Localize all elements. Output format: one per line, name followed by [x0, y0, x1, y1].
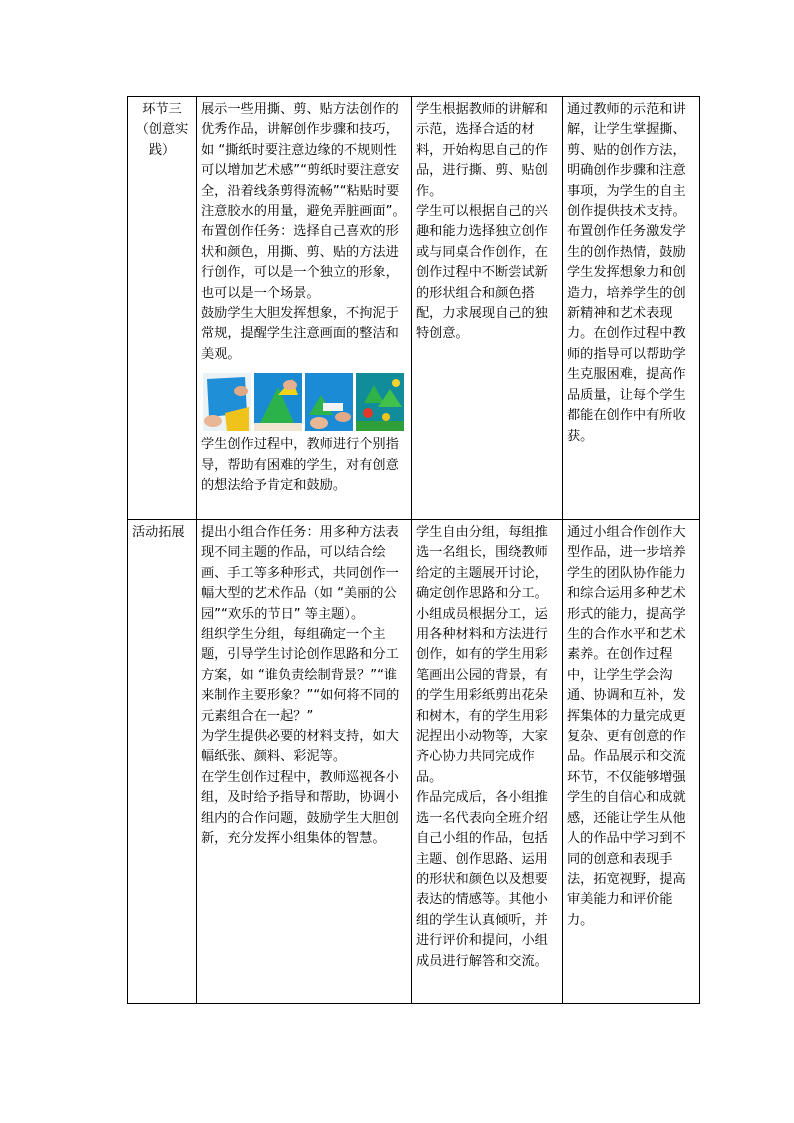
teacher-paragraph: 组织学生分组，每组确定一个主题，引导学生讨论创作思路和分工方案，如 “谁负责绘制背景？”“谁来制作主要形象？”“如何将不同的元素组合在一起？”	[201, 627, 400, 724]
teacher-paragraph: 布置创作任务：选择自己喜欢的形状和颜色，用撕、剪、贴的方法进行创作，可以是一个独立的形象，也可以是一个场景。	[201, 224, 399, 301]
lesson-plan-table	[127, 96, 700, 1004]
step-photo-finished-work	[356, 373, 404, 431]
step-photo-tearing	[203, 373, 251, 431]
step-photo-cutting	[254, 373, 302, 431]
teacher-paragraph: 提出小组合作任务：用多种方法表现不同主题的作品，可以结合绘画、手工等多种形式，共同创作一幅大型的艺术作品（如 “美丽的公园”“欢乐的节日” 等主题）。	[201, 525, 399, 622]
student-paragraph: 小组成员根据分工，运用各种材料和方法进行创作，如有的学生用彩笔画出公园的背景，有的学生用彩纸剪出花朵和树木，有的学生用彩泥捏出小动物等，大家齐心协力共同完成作品。	[416, 606, 548, 785]
teacher-paragraph: 为学生提供必要的材料支持，如大幅纸张、颜料、彩泥等。	[201, 729, 399, 765]
stage-cell	[128, 97, 197, 520]
student-activity-cell	[412, 97, 563, 520]
step-photos	[203, 373, 407, 431]
teacher-activity-cell	[197, 520, 412, 1004]
teacher-activity-cell	[197, 97, 412, 520]
design-intent-cell	[563, 97, 700, 520]
teacher-paragraph: 鼓励学生大胆发挥想象，不拘泥于常规，提醒学生注意画面的整洁和美观。	[201, 306, 399, 362]
table-row	[128, 97, 700, 520]
stage-label: 活动拓展	[132, 525, 185, 540]
design-intent-text: 通过小组合作创作大型作品，进一步培养学生的团队协作能力和综合运用多种艺术形式的能力，提高学生的合作水平和艺术素养。在创作过程中，让学生学会沟通、协调和互补，发挥集体的力量完成更复杂、更有创意的作品。作品展示和交流环节，不仅能够增强学生的自信心和成就感，还能让学生从他人的作品中学习到不同的创意和表现手法，拓宽视野，提高审美能力和评价能力。	[567, 525, 686, 928]
student-paragraph: 学生根据教师的讲解和示范，选择合适的材料，开始构思自己的作品，进行撕、剪、贴创作。	[416, 102, 548, 199]
student-paragraph: 作品完成后，各小组推选一名代表向全班介绍自己小组的作品，包括主题、创作思路、运用的形状和颜色以及想要表达的情感等。其他小组的学生认真倾听，并进行评价和提问，小组成员进行解答和交流。	[416, 790, 548, 969]
teacher-paragraph: 在学生创作过程中，教师巡视各小组，及时给予指导和帮助，协调小组内的合作问题，鼓励学生大胆创新，充分发挥小组集体的智慧。	[201, 769, 399, 847]
design-intent-text: 通过教师的示范和讲解，让学生掌握撕、剪、贴的创作方法，明确创作步骤和注意事项，为学生的自主创作提供技术支持。布置创作任务激发学生的创作热情，鼓励学生发挥想象力和创造力，培养学生的创新精神和艺术表现力。在创作过程中教师的指导可以帮助学生克服困难，提高作品质量，让每个学生都能在创作中有所收获。	[567, 102, 686, 444]
student-activity-cell	[412, 520, 563, 1004]
stage-cell	[128, 520, 197, 1004]
table-row	[128, 520, 700, 1004]
design-intent-cell	[563, 520, 700, 1004]
step-photo-pasting	[305, 373, 353, 431]
teacher-paragraph: 展示一些用撕、剪、贴方法创作的优秀作品，讲解创作步骤和技巧，如 “撕纸时要注意边缘的不规则性可以增加艺术感”“剪纸时要注意安全，沿着线条剪得流畅”“粘贴时要注意胶水的用量，避免弄脏画面”。	[201, 102, 406, 220]
student-paragraph: 学生自由分组，每组推选一名组长，围绕教师给定的主题展开讨论，确定创作思路和分工。	[416, 525, 548, 602]
teacher-paragraph: 学生创作过程中，教师进行个别指导，帮助有困难的学生，对有创意的想法给予肯定和鼓励。	[201, 437, 399, 494]
stage-label: 环节三（创意实践）	[135, 102, 189, 158]
student-paragraph: 学生可以根据自己的兴趣和能力选择独立创作或与同桌合作创作，在创作过程中不断尝试新的形状组合和颜色搭配，力求展现自己的独特创意。	[416, 204, 548, 342]
